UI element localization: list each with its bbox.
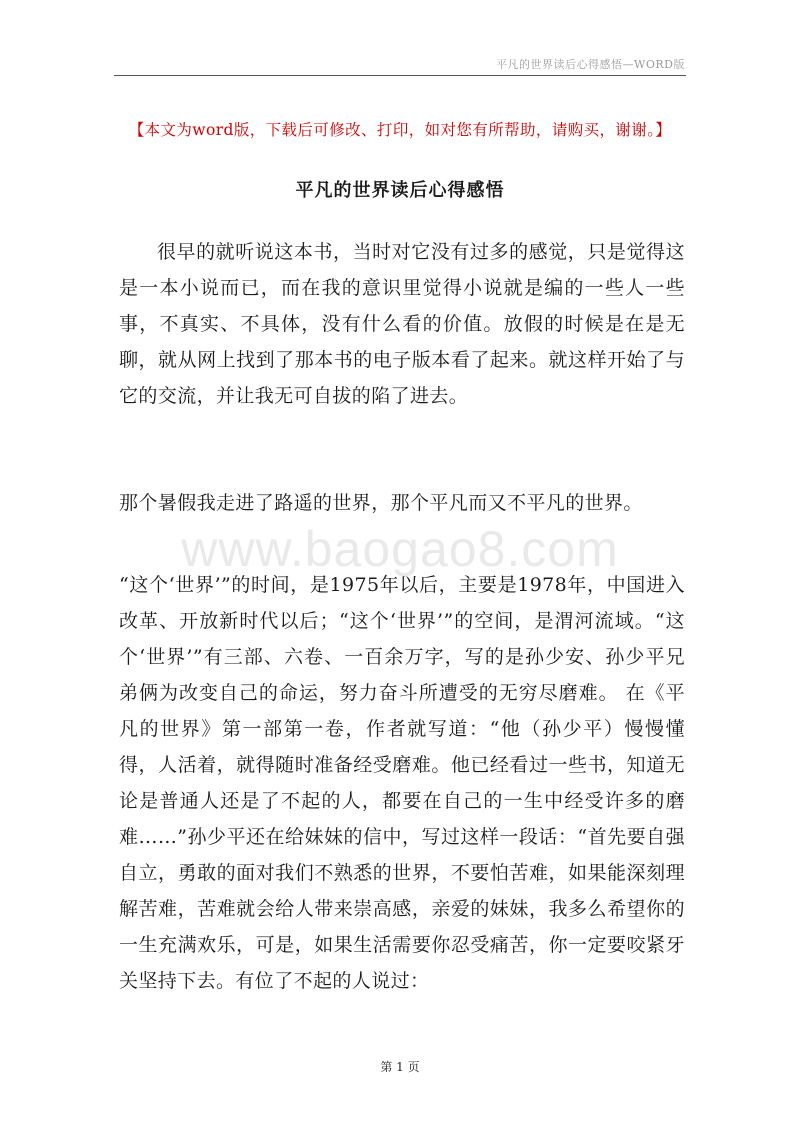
paragraph-3: “这个‘世界’”的时间，是1975年以后，主要是1978年，中国进入改革、开放新时代以后；“这个‘世界’”的空间，是渭河流域。“这个‘世界’”有三部、六卷、一百余万字，写的是孙少安、孙少平兄弟俩为改变自己的命运，努力奋斗所遭受的无穷尽磨难。 在《平凡的世界》第一部第一卷，作者就写道：“他（孙少平）慢慢懂得，人活着，就得随时准备经受磨难。他已经看过一些书，知道无论是普通人还是了不起的人，都要在自己的一生中经受许多的磨难……”孙少平还在给妹妹的信中，写过这样一段话：“首先要自强自立，勇敢的面对我们不熟悉的世界，不要怕苦难，如果能深刻理解苦难，苦难就会给人带来崇高感，亲爱的妹妹，我多么希望你的一生充满欢乐，可是，如果生活需要你忍受痛苦，你一定要咬紧牙关坚持下去。有位了不起的人说过：: [119, 574, 685, 992]
paragraph-1: 很早的就听说这本书，当时对它没有过多的感觉，只是觉得这是一本小说而已，而在我的意识里觉得小说就是编的一些人一些事，不真实、不具体，没有什么看的价值。放假的时候是在是无聊，就从网上找到了那本书的电子版本看了起来。就这样开始了与它的交流，并让我无可自拔的陷了进去。: [119, 241, 685, 407]
page-number: 第 1 页: [380, 1060, 420, 1074]
running-header: 平凡的世界读后心得感悟—WORD版: [496, 58, 685, 71]
header-rule: [114, 75, 686, 76]
purchase-notice: 【本文为word版，下载后可修改、打印，如对您有所帮助，请购买，谢谢。】: [128, 121, 672, 139]
document-title: 平凡的世界读后心得感悟: [295, 180, 505, 201]
paragraph-2: 那个暑假我走进了路遥的世界，那个平凡而又不平凡的世界。: [119, 492, 643, 514]
watermark: www.baogao8.com: [181, 521, 619, 577]
